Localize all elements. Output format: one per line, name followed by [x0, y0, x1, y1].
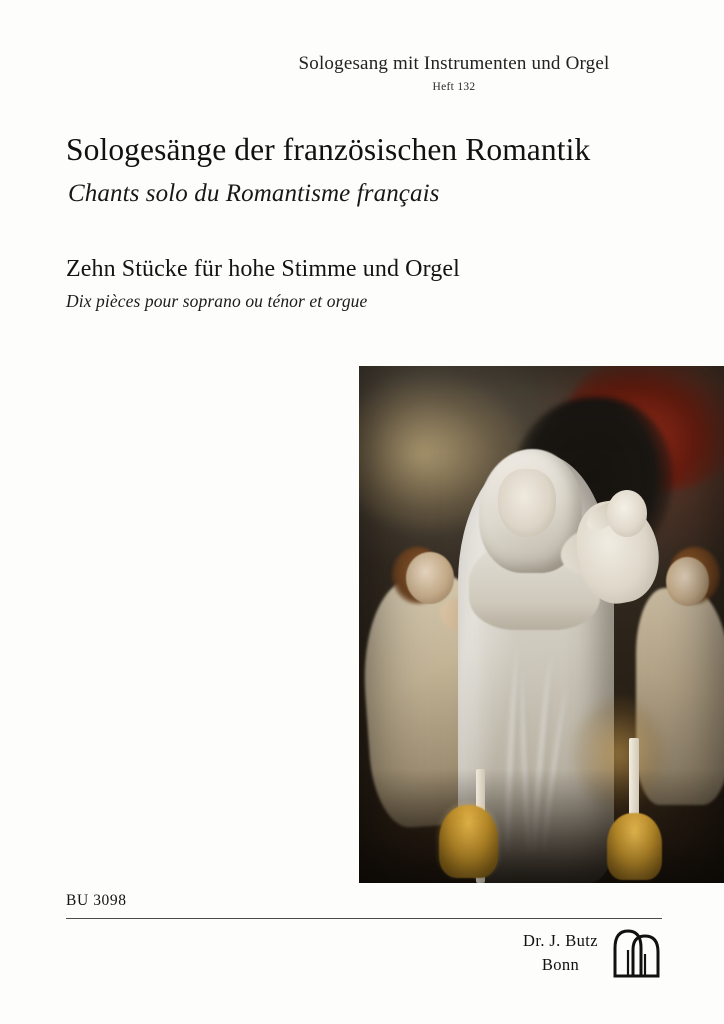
publisher-name: Dr. J. Butz — [523, 931, 598, 951]
publisher-block — [523, 928, 662, 978]
artwork-christ-child-head — [607, 490, 647, 537]
cover-artwork — [359, 366, 724, 883]
page-subtitle: Chants solo du Romantisme français — [68, 180, 440, 208]
butz-gothic-arch-logo — [612, 928, 662, 978]
publisher-text — [523, 929, 598, 977]
artwork-madonna-face — [498, 469, 556, 536]
series-header — [244, 52, 664, 93]
series-title: Sologesang mit Instrumenten und Orgel — [298, 53, 610, 74]
artwork-candlestick-right — [607, 813, 662, 880]
title-block — [66, 132, 666, 312]
artwork-angel-left-head — [406, 552, 453, 604]
page-title: Sologesänge der französischen Romantik — [66, 132, 591, 167]
plate-number: BU 3098 — [66, 892, 127, 909]
publisher-city: Bonn — [541, 955, 580, 974]
scoring-description-fr: Dix pièces pour soprano ou ténor et orgue — [66, 291, 368, 312]
artwork-candlestick-left — [439, 805, 497, 877]
footer-divider — [66, 918, 662, 919]
artwork-foreground-shadow — [359, 769, 724, 883]
scoring-description-de: Zehn Stücke für hohe Stimme und Orgel — [66, 256, 460, 283]
series-issue-number: Heft 132 — [432, 80, 476, 93]
